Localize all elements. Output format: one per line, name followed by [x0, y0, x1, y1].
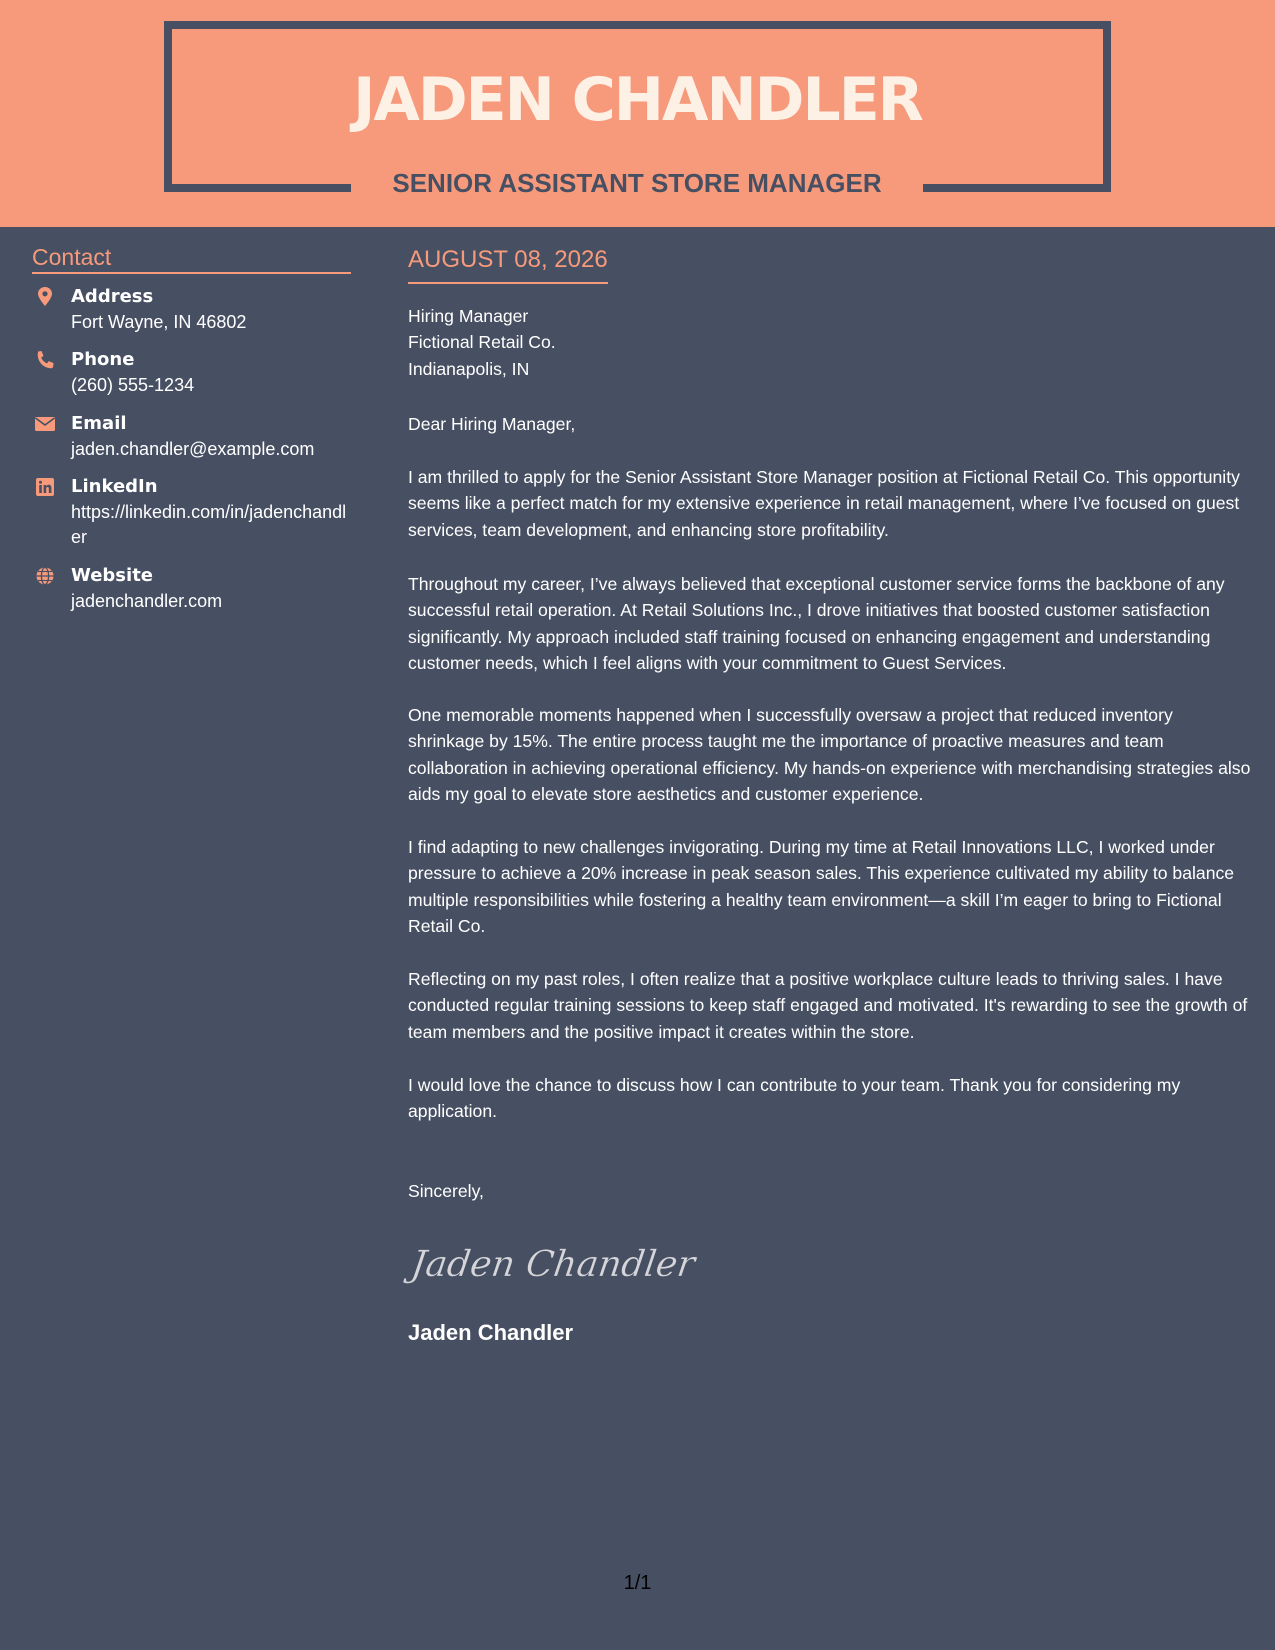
contact-divider: [32, 272, 351, 274]
recipient-location: Indianapolis, IN: [408, 358, 530, 379]
contact-label: Address: [71, 286, 154, 307]
svg-text:Jaden Chandler: Jaden Chandler: [408, 1242, 698, 1285]
recipient-block: [408, 303, 1251, 382]
map-marker-icon: [32, 286, 58, 308]
body-paragraph: I find adapting to new challenges invigorating. During my time at Retail Innovations LLC, I worked under pressure to achieve a 20% increase in peak season sales. This experience cultivated my ability to balance multiple responsibilities while fostering a healthy team environment—a skill I’m eager to bring to Fictional Retail Co.: [408, 837, 1235, 936]
closing: Sincerely,: [408, 1181, 484, 1201]
contact-value: jaden.chandler@example.com: [71, 439, 315, 459]
header-banner: [0, 0, 1275, 227]
applicant-name: JADEN CHANDLER: [353, 65, 922, 135]
globe-icon: [32, 565, 58, 587]
salutation: Dear Hiring Manager,: [408, 414, 576, 434]
recipient-company: Fictional Retail Co.: [408, 332, 556, 353]
recipient-name: Hiring Manager: [408, 306, 529, 326]
phone-icon: [32, 349, 58, 371]
contact-value: Fort Wayne, IN 46802: [71, 312, 247, 332]
contact-label: Email: [71, 413, 127, 434]
contact-value: (260) 555-1234: [71, 375, 195, 395]
body-paragraph: I would love the chance to discuss how I can contribute to your team. Thank you for considering my application.: [408, 1075, 1181, 1122]
contact-label: Phone: [71, 349, 135, 370]
contact-value: jadenchandler.com: [71, 591, 223, 611]
body-paragraph: One memorable moments happened when I successfully oversaw a project that reduced inventory shrinkage by 15%. The entire process taught me the importance of proactive measures and team collaboration in achieving operational efficiency. My hands-on experience with merchandising strategies also aids my goal to elevate store aesthetics and customer experience.: [408, 705, 1251, 804]
contact-label: Website: [71, 565, 154, 586]
linkedin-icon: [32, 476, 58, 498]
contact-label: LinkedIn: [71, 476, 158, 497]
body-paragraph: Reflecting on my past roles, I often realize that a positive workplace culture leads to thriving sales. I have conducted regular training sessions to keep staff engaged and motivated. It's rewarding to see the growth of team members and the positive impact it creates within the store.: [408, 969, 1248, 1042]
page-number: 1/1: [623, 1572, 652, 1594]
envelope-icon: [32, 413, 58, 435]
signature-image: [408, 1232, 698, 1292]
body-paragraph: Throughout my career, I’ve always believed that exceptional customer service forms the backbone of any successful retail operation. At Retail Solutions Inc., I drove initiatives that boosted customer satisfaction significantly. My approach included staff training focused on enhancing engagement and understanding customer needs, which I feel aligns with your commitment to Guest Services.: [408, 574, 1225, 673]
signed-name: Jaden Chandler: [408, 1320, 574, 1345]
contact-heading: Contact: [32, 244, 112, 270]
letter-date: AUGUST 08, 2026: [408, 245, 608, 284]
body-paragraph: I am thrilled to apply for the Senior Assistant Store Manager position at Fictional Retail Co. This opportunity seems like a perfect match for my extensive experience in retail management, where I’ve focused on guest services, team development, and enhancing store profitability.: [408, 467, 1240, 540]
job-title: SENIOR ASSISTANT STORE MANAGER: [392, 168, 882, 198]
contact-value: https://linkedin.com/in/jadenchandler: [71, 502, 347, 547]
